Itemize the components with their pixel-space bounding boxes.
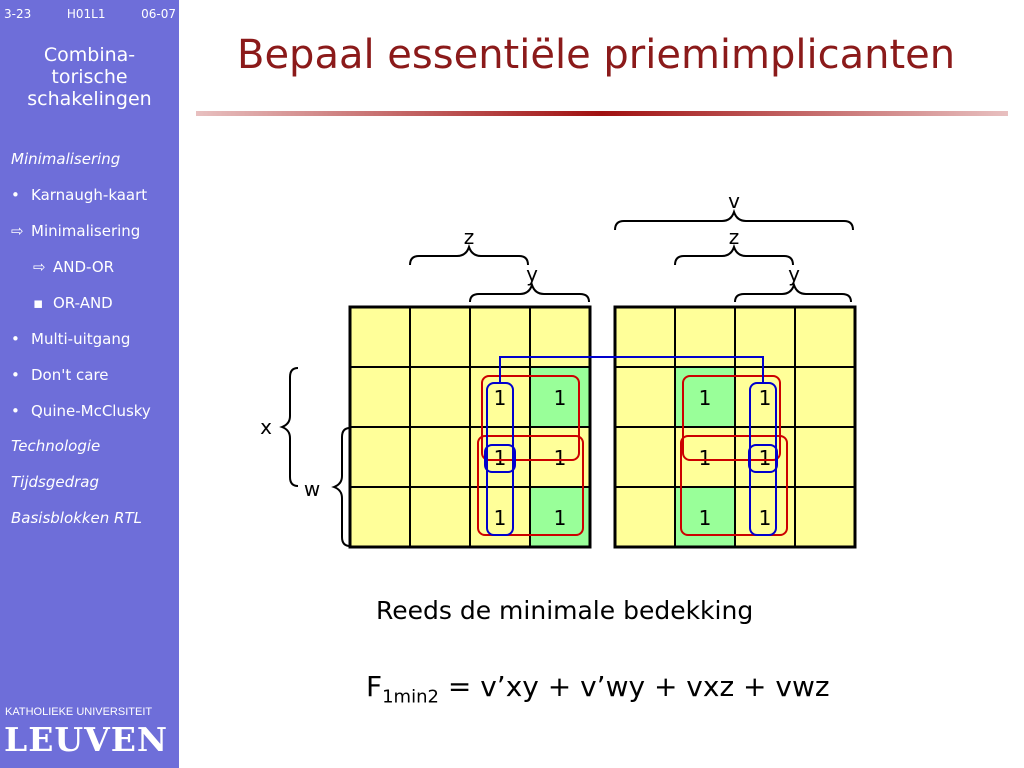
left-kmap-cell (410, 307, 470, 367)
left-kmap-cell (350, 427, 410, 487)
right-kmap-cell-value: 1 (758, 506, 772, 530)
nav-item-technologie[interactable]: Technologie (11, 437, 101, 455)
right-kmap-cell-value: 1 (698, 386, 712, 410)
university-name: KATHOLIEKE UNIVERSITEIT (5, 706, 153, 718)
formula-rhs: = v’xy + v’wy + vxz + vwz (438, 670, 830, 703)
right-kmap-cell (795, 427, 855, 487)
brace-x (282, 368, 298, 486)
right-kmap-cell (795, 307, 855, 367)
square-bullet-icon: ▪ (33, 294, 44, 312)
left-kmap-cell-value: 1 (493, 506, 507, 530)
left-kmap-cell (410, 427, 470, 487)
right-kmap-cell-value: 1 (758, 446, 772, 470)
left-kmap-cell-value: 1 (553, 446, 567, 470)
course-code: H01L1 (66, 7, 106, 21)
brace-z-left (410, 247, 528, 265)
bullet-icon: • (11, 330, 20, 348)
left-kmap-cell-value: 1 (493, 446, 507, 470)
label-v: v (728, 189, 740, 213)
nav-item-quine-mcclusky[interactable]: • Quine-McClusky (11, 402, 151, 420)
left-kmap-cell (410, 487, 470, 547)
brace-y-right (735, 285, 851, 302)
label-z-right: z (728, 225, 740, 249)
left-kmap-cell-value: 1 (553, 386, 567, 410)
nav-item-basisblokken-rtl[interactable]: Basisblokken RTL (11, 509, 142, 527)
right-kmap-cell (795, 367, 855, 427)
left-kmap (350, 307, 590, 547)
brace-y-left (470, 285, 589, 302)
section-title-line: schakelingen (27, 88, 152, 110)
label-y-right: y (788, 262, 800, 286)
section-title-line: Combina- (43, 44, 136, 66)
brace-w (334, 428, 350, 546)
left-kmap-cell (350, 487, 410, 547)
label-z-left: z (463, 225, 475, 249)
left-kmap-cell (350, 367, 410, 427)
brace-z-right (675, 247, 793, 265)
nav-item-or-and[interactable]: ▪ OR-AND (33, 294, 113, 312)
label-y-left: y (526, 262, 538, 286)
page-title: Bepaal essentiële priemimplicanten (237, 32, 956, 78)
formula-subscript: 1min2 (382, 686, 439, 708)
university-logo: LEUVEN (4, 720, 169, 759)
right-kmap-cell (615, 487, 675, 547)
section-title-line: torische (51, 66, 128, 88)
left-kmap-cell (350, 307, 410, 367)
nav-item-karnaugh-kaart[interactable]: • Karnaugh-kaart (11, 186, 148, 204)
nav-item-multi-uitgang[interactable]: • Multi-uitgang (11, 330, 131, 348)
right-kmap-cell-value: 1 (698, 446, 712, 470)
right-kmap-cell (615, 427, 675, 487)
label-x: x (260, 415, 272, 439)
arrow-right-icon: ⇨ (11, 222, 24, 240)
caption: Reeds de minimale bedekking (376, 596, 754, 625)
right-kmap-cell-value: 1 (758, 386, 772, 410)
formula (366, 670, 830, 708)
left-kmap-cell-value: 1 (493, 386, 507, 410)
nav-item-minimalisering[interactable]: Minimalisering (11, 150, 121, 168)
nav-item-minimalisering-sub[interactable]: ⇨ Minimalisering (11, 222, 141, 240)
right-kmap-cell (615, 367, 675, 427)
label-w: w (303, 477, 321, 501)
course-year: 06-07 (141, 7, 176, 21)
formula-lhs: F (366, 670, 383, 703)
left-kmap-cell-value: 1 (553, 506, 567, 530)
right-kmap-cell (795, 487, 855, 547)
nav-item-and-or[interactable]: ⇨ AND-OR (33, 258, 115, 276)
left-kmap-cell (410, 367, 470, 427)
nav-item-dont-care[interactable]: • Don't care (11, 366, 109, 384)
bullet-icon: • (11, 402, 20, 420)
nav-item-tijdsgedrag[interactable]: Tijdsgedrag (11, 473, 99, 491)
bullet-icon: • (11, 186, 20, 204)
bullet-icon: • (11, 366, 20, 384)
slide-number: 3-23 (4, 7, 32, 21)
right-kmap (615, 307, 855, 547)
arrow-right-icon: ⇨ (33, 258, 46, 276)
right-kmap-cell-value: 1 (698, 506, 712, 530)
